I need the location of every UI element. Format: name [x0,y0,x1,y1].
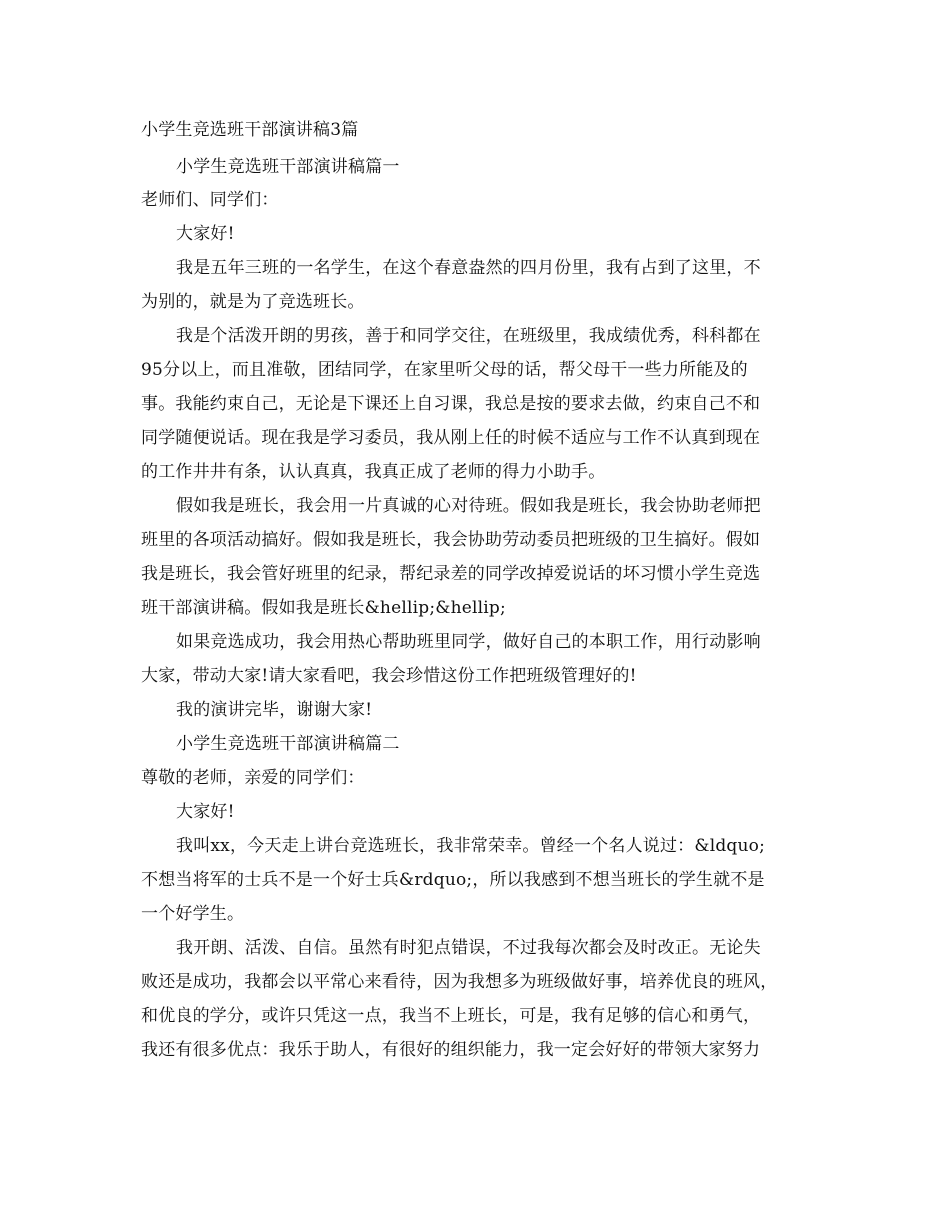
section2-paragraph2-line: 和优良的学分，或许只凭这一点，我当不上班长，可是，我有足够的信心和勇气， [141,1006,761,1026]
section1-paragraph3-line: 班里的各项活动搞好。假如我是班长，我会协助劳动委员把班级的卫生搞好。假如 [141,530,761,550]
section1-paragraph2-line: 我是个活泼开朗的男孩，善于和同学交往，在班级里，我成绩优秀，科科都在 [176,326,761,346]
section1-greeting: 大家好! [176,224,235,244]
section1-paragraph3-line: 班干部演讲稿。假如我是班长&hellip;&hellip; [141,598,506,618]
section2-salutation: 尊敬的老师，亲爱的同学们： [141,768,365,788]
section2-paragraph1-line: 不想当将军的士兵不是一个好士兵&rdquo;，所以我感到不想当班长的学生就不是 [141,870,765,890]
section1-paragraph2-line: 同学随便说话。现在我是学习委员，我从刚上任的时候不适应与工作不认真到现在 [141,428,761,448]
section2-greeting: 大家好! [176,802,235,822]
section1-paragraph4-line: 大家，带动大家!请大家看吧，我会珍惜这份工作把班级管理好的! [141,666,637,686]
section2-paragraph2-line: 败还是成功，我都会以平常心来看待，因为我想多为班级做好事，培养优良的班风， [141,972,778,992]
section1-paragraph1-line: 为别的，就是为了竞选班长。 [141,292,365,312]
section1-paragraph1-line: 我是五年三班的一名学生，在这个春意盎然的四月份里，我有占到了这里，不 [176,258,761,278]
section1-paragraph4-line: 如果竞选成功，我会用热心帮助班里同学，做好自己的本职工作，用行动影响 [176,632,761,652]
section2-paragraph1-line: 一个好学生。 [141,904,245,924]
section2-heading: 小学生竞选班干部演讲稿篇二 [176,734,400,754]
section1-closing: 我的演讲完毕，谢谢大家! [176,700,373,720]
section1-paragraph3-line: 假如我是班长，我会用一片真诚的心对待班。假如我是班长，我会协助老师把 [176,496,761,516]
section1-paragraph2-line: 的工作井井有条，认认真真，我真正成了老师的得力小助手。 [141,462,606,482]
section2-paragraph1-line: 我叫xx，今天走上讲台竞选班长，我非常荣幸。曾经一个名人说过：&ldquo; [176,836,766,856]
section1-salutation: 老师们、同学们： [141,190,279,210]
section1-paragraph2-line: 事。我能约束自己，无论是下课还上自习课，我总是按的要求去做，约束自己不和 [141,394,761,414]
section1-heading: 小学生竞选班干部演讲稿篇一 [176,157,400,177]
document-title: 小学生竞选班干部演讲稿3篇 [141,120,359,140]
section2-paragraph2-line: 我还有很多优点：我乐于助人，有很好的组织能力，我一定会好好的带领大家努力 [141,1040,761,1060]
section1-paragraph3-line: 我是班长，我会管好班里的纪录，帮纪录差的同学改掉爱说话的坏习惯小学生竞选 [141,564,761,584]
section2-paragraph2-line: 我开朗、活泼、自信。虽然有时犯点错误，不过我每次都会及时改正。无论失 [176,938,761,958]
section1-paragraph2-line: 95分以上，而且准敬，团结同学，在家里听父母的话，帮父母干一些力所能及的 [141,360,748,380]
